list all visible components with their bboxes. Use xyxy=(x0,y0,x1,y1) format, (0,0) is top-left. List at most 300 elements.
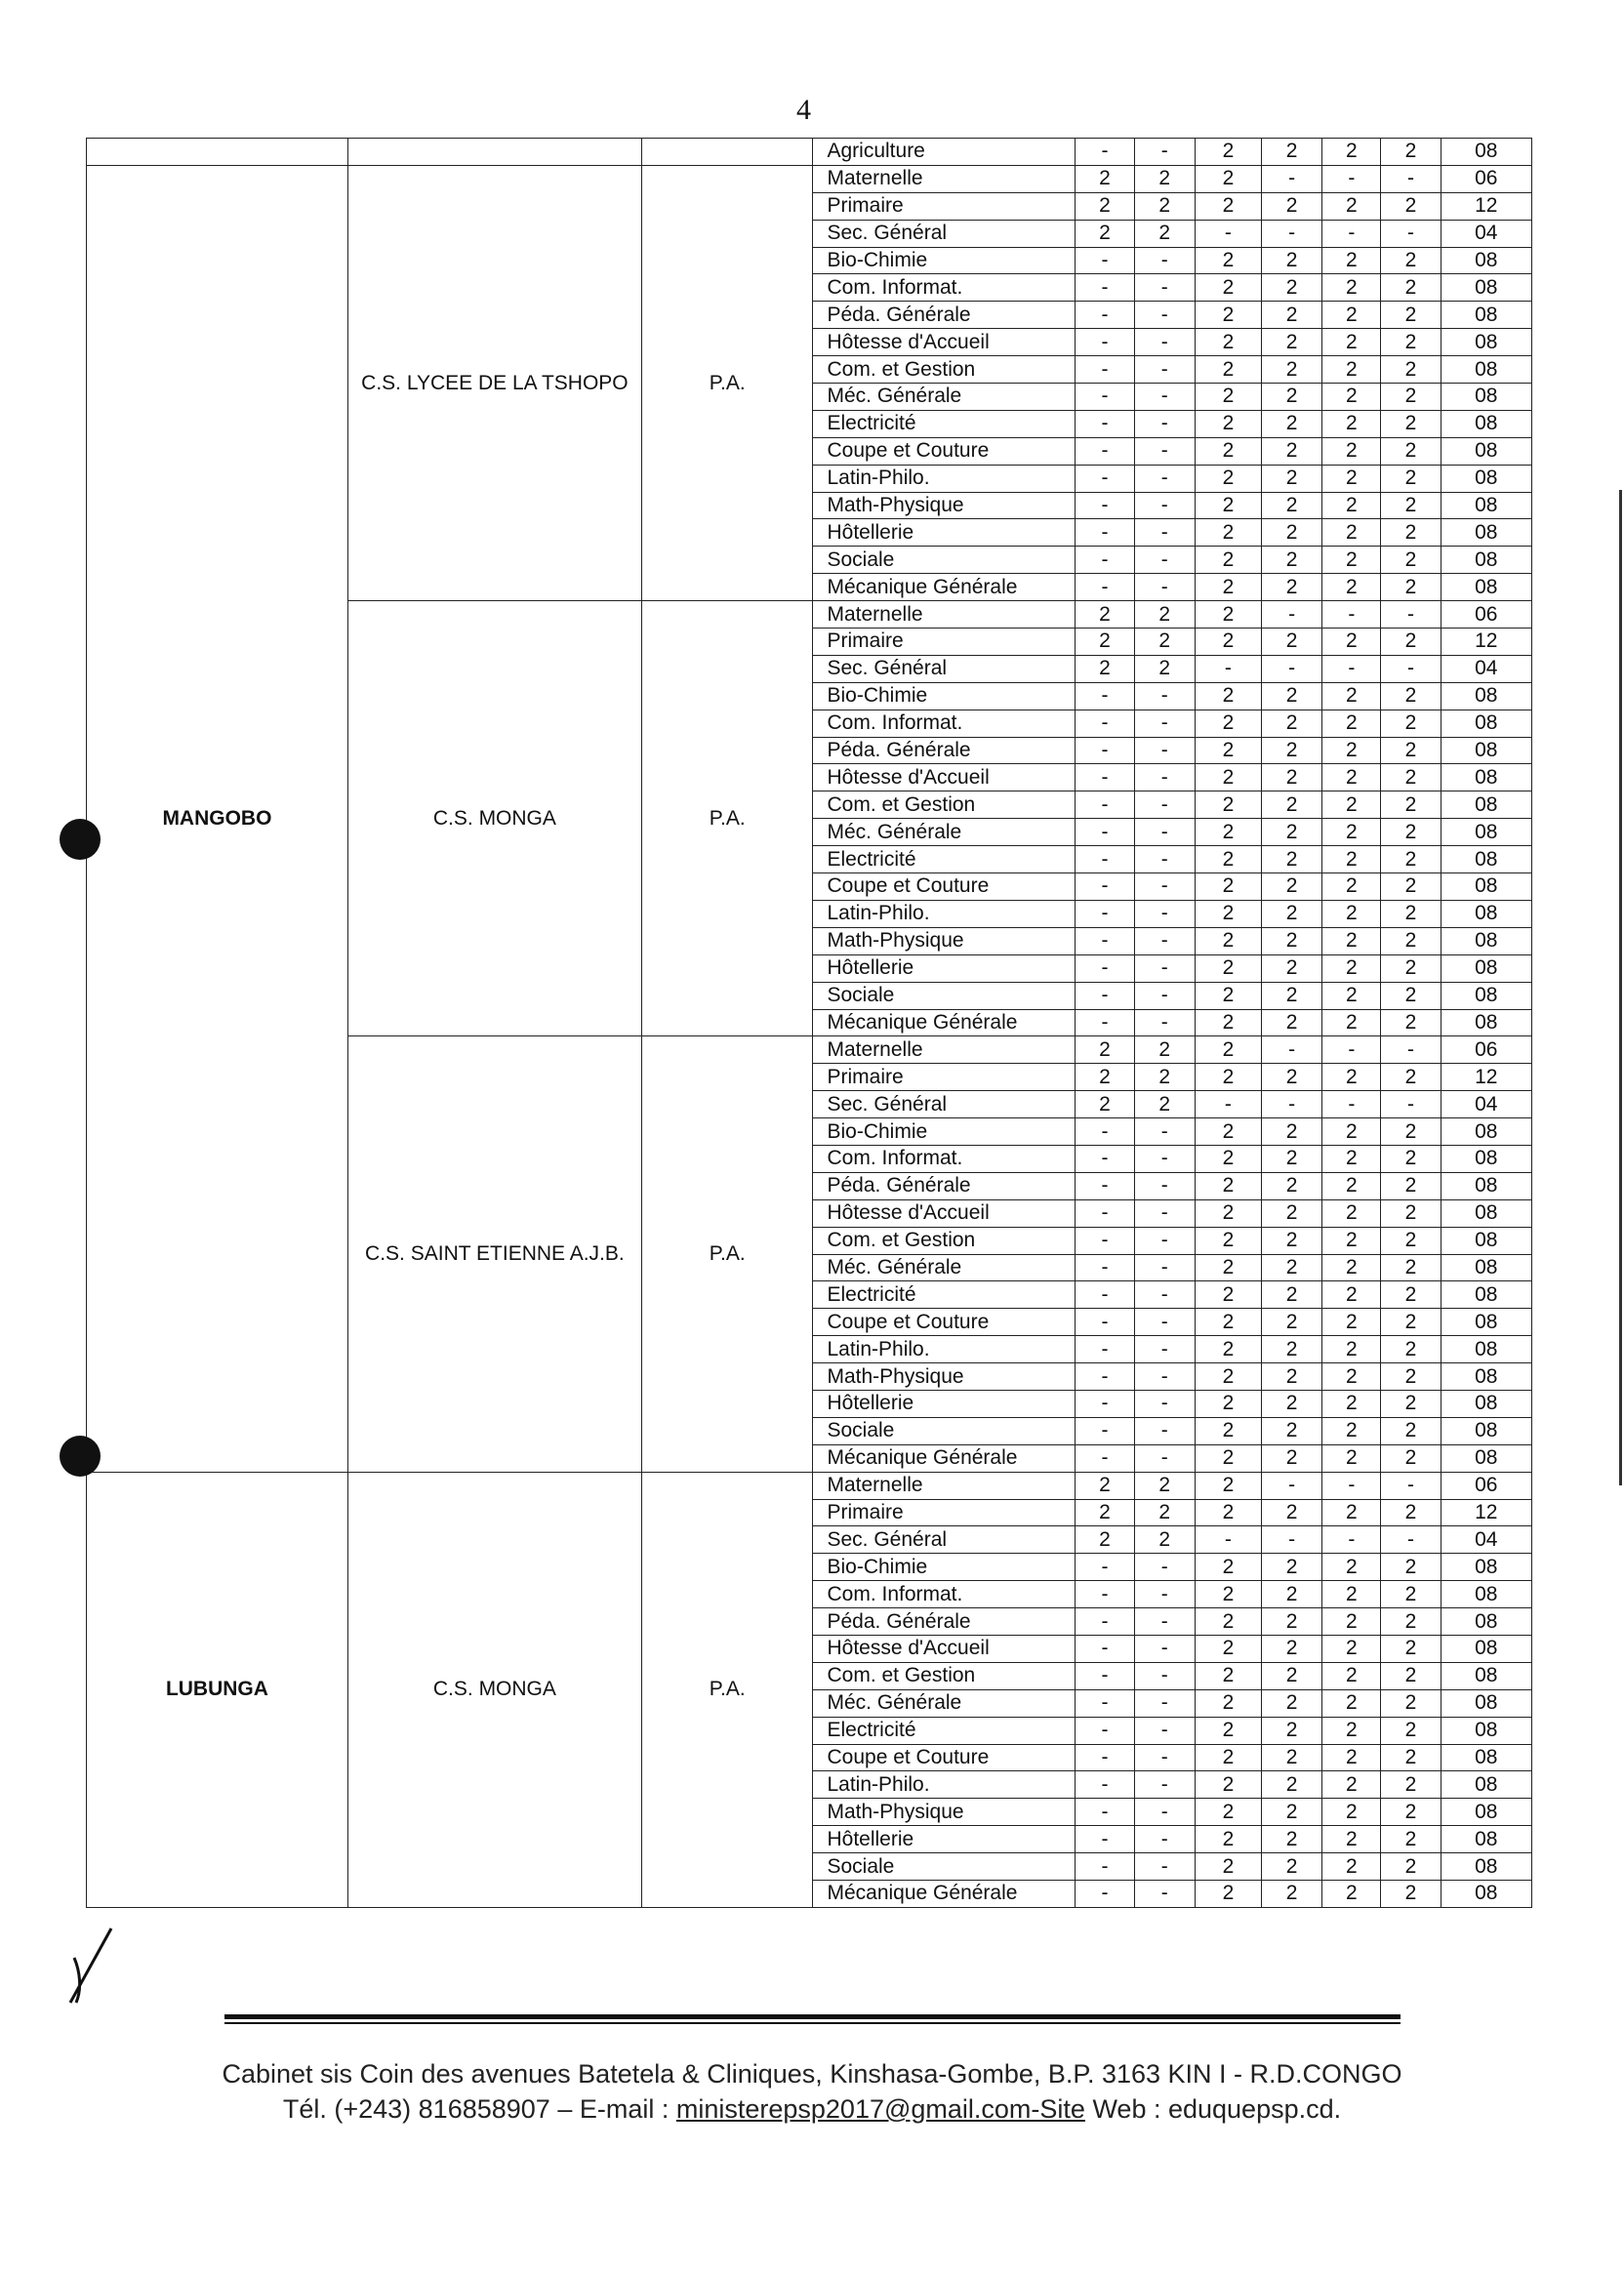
value-cell: - xyxy=(1381,601,1441,629)
value-cell: 2 xyxy=(1322,1635,1381,1662)
table-row xyxy=(87,165,1532,192)
value-cell: - xyxy=(1076,1444,1134,1472)
value-cell: 2 xyxy=(1322,1444,1381,1472)
section-cell: Sec. Général xyxy=(813,1526,1076,1554)
section-cell: Hôtesse d'Accueil xyxy=(813,1635,1076,1662)
value-cell: - xyxy=(1076,764,1134,791)
value-cell: 04 xyxy=(1441,1091,1531,1118)
value-cell: - xyxy=(1322,1036,1381,1064)
value-cell: - xyxy=(1262,165,1322,192)
value-cell: - xyxy=(1134,791,1195,819)
value-cell: 2 xyxy=(1195,629,1261,656)
section-cell: Electricité xyxy=(813,1281,1076,1309)
value-cell: 2 xyxy=(1381,927,1441,954)
value-cell: 2 xyxy=(1381,954,1441,982)
value-cell: 08 xyxy=(1441,356,1531,384)
section-cell: Mécanique Générale xyxy=(813,574,1076,601)
value-cell: - xyxy=(1262,1091,1322,1118)
value-cell: - xyxy=(1381,1091,1441,1118)
value-cell: 2 xyxy=(1262,410,1322,437)
value-cell: - xyxy=(1134,519,1195,547)
value-cell: 2 xyxy=(1381,982,1441,1009)
value-cell: - xyxy=(1134,1417,1195,1444)
footer-address: Cabinet sis Coin des avenues Batetela & Cliniques, Kinshasa-Gombe, B.P. 3163 KIN I - R.D.CONGO xyxy=(222,2059,1402,2089)
value-cell: 2 xyxy=(1195,1799,1261,1826)
value-cell: 2 xyxy=(1381,873,1441,901)
value-cell: 2 xyxy=(1076,1064,1134,1091)
value-cell: 2 xyxy=(1322,1744,1381,1771)
value-cell: 08 xyxy=(1441,873,1531,901)
value-cell: 2 xyxy=(1195,1199,1261,1227)
value-cell: 08 xyxy=(1441,791,1531,819)
value-cell: - xyxy=(1262,601,1322,629)
school-cell: C.S. LYCEE DE LA TSHOPO xyxy=(347,165,641,600)
school-cell: C.S. MONGA xyxy=(347,1472,641,1907)
section-cell: Electricité xyxy=(813,1717,1076,1744)
value-cell: - xyxy=(1195,1526,1261,1554)
value-cell: - xyxy=(1134,1281,1195,1309)
value-cell: 2 xyxy=(1322,410,1381,437)
value-cell: 06 xyxy=(1441,165,1531,192)
value-cell: 2 xyxy=(1195,192,1261,220)
value-cell: 08 xyxy=(1441,1281,1531,1309)
value-cell: 2 xyxy=(1262,465,1322,492)
value-cell: 2 xyxy=(1134,1036,1195,1064)
value-cell: 2 xyxy=(1322,247,1381,274)
value-cell: 2 xyxy=(1262,492,1322,519)
value-cell: 08 xyxy=(1441,302,1531,329)
value-cell: - xyxy=(1076,900,1134,927)
value-cell: 2 xyxy=(1322,846,1381,873)
value-cell: - xyxy=(1076,410,1134,437)
value-cell: 2 xyxy=(1322,1199,1381,1227)
section-cell: Bio-Chimie xyxy=(813,1118,1076,1146)
value-cell: 2 xyxy=(1262,1744,1322,1771)
section-cell: Electricité xyxy=(813,846,1076,873)
value-cell: 2 xyxy=(1381,1635,1441,1662)
section-cell: Mécanique Générale xyxy=(813,1881,1076,1908)
section-cell: Bio-Chimie xyxy=(813,1554,1076,1581)
value-cell: 2 xyxy=(1195,139,1261,166)
value-cell: 2 xyxy=(1322,274,1381,302)
value-cell: - xyxy=(1134,302,1195,329)
value-cell: 2 xyxy=(1262,791,1322,819)
value-cell: - xyxy=(1262,1036,1322,1064)
value-cell: - xyxy=(1076,1309,1134,1336)
footer-phone: Tél. (+243) 816858907 – E-mail : xyxy=(282,2094,676,2124)
section-cell: Primaire xyxy=(813,1064,1076,1091)
section-cell: Math-Physique xyxy=(813,927,1076,954)
value-cell: 08 xyxy=(1441,437,1531,465)
value-cell: 2 xyxy=(1322,1336,1381,1363)
value-cell: 08 xyxy=(1441,1309,1531,1336)
value-cell: 2 xyxy=(1134,601,1195,629)
value-cell: 2 xyxy=(1262,1281,1322,1309)
regime-cell: P.A. xyxy=(641,1472,813,1907)
value-cell: 2 xyxy=(1322,1309,1381,1336)
value-cell: - xyxy=(1134,737,1195,764)
value-cell: - xyxy=(1076,1853,1134,1881)
value-cell: 2 xyxy=(1381,492,1441,519)
value-cell: 2 xyxy=(1262,1363,1322,1391)
value-cell: 2 xyxy=(1195,165,1261,192)
value-cell: - xyxy=(1076,384,1134,411)
value-cell: 2 xyxy=(1076,1499,1134,1526)
value-cell: 2 xyxy=(1195,274,1261,302)
value-cell: 08 xyxy=(1441,247,1531,274)
section-cell: Com. Informat. xyxy=(813,710,1076,737)
value-cell: 2 xyxy=(1195,1581,1261,1608)
value-cell: 2 xyxy=(1195,764,1261,791)
section-cell: Maternelle xyxy=(813,1036,1076,1064)
value-cell: 2 xyxy=(1322,356,1381,384)
section-cell: Hôtellerie xyxy=(813,519,1076,547)
value-cell: 04 xyxy=(1441,1526,1531,1554)
value-cell: 08 xyxy=(1441,1881,1531,1908)
value-cell: - xyxy=(1195,1091,1261,1118)
value-cell: - xyxy=(1076,846,1134,873)
value-cell: 2 xyxy=(1322,139,1381,166)
value-cell: 2 xyxy=(1262,1881,1322,1908)
value-cell: 2 xyxy=(1322,1227,1381,1254)
value-cell: 2 xyxy=(1262,1254,1322,1281)
section-cell: Agriculture xyxy=(813,139,1076,166)
value-cell: - xyxy=(1134,846,1195,873)
value-cell: 2 xyxy=(1262,519,1322,547)
value-cell: - xyxy=(1322,1472,1381,1499)
value-cell: - xyxy=(1076,1227,1134,1254)
value-cell: - xyxy=(1076,1118,1134,1146)
footer-rule-thin xyxy=(224,2022,1401,2024)
section-cell: Latin-Philo. xyxy=(813,465,1076,492)
value-cell: - xyxy=(1076,1662,1134,1689)
value-cell: - xyxy=(1195,220,1261,247)
value-cell: 2 xyxy=(1195,1826,1261,1853)
value-cell: - xyxy=(1134,1009,1195,1036)
value-cell: - xyxy=(1134,1581,1195,1608)
value-cell: 2 xyxy=(1262,139,1322,166)
value-cell: 2 xyxy=(1195,1309,1261,1336)
value-cell: 2 xyxy=(1322,437,1381,465)
value-cell: 2 xyxy=(1322,900,1381,927)
punch-hole-top xyxy=(60,819,101,860)
section-cell: Com. Informat. xyxy=(813,1145,1076,1172)
value-cell: 2 xyxy=(1322,1363,1381,1391)
value-cell: 2 xyxy=(1262,1444,1322,1472)
value-cell: 08 xyxy=(1441,1336,1531,1363)
value-cell: 08 xyxy=(1441,1009,1531,1036)
value-cell: - xyxy=(1381,220,1441,247)
value-cell: 2 xyxy=(1381,329,1441,356)
value-cell: - xyxy=(1076,1281,1134,1309)
section-cell: Com. et Gestion xyxy=(813,791,1076,819)
value-cell: 2 xyxy=(1322,465,1381,492)
value-cell: 2 xyxy=(1262,900,1322,927)
value-cell: 2 xyxy=(1262,710,1322,737)
value-cell: 2 xyxy=(1381,1444,1441,1472)
value-cell: 08 xyxy=(1441,1199,1531,1227)
value-cell: 2 xyxy=(1322,1853,1381,1881)
value-cell: 2 xyxy=(1381,1199,1441,1227)
value-cell: 2 xyxy=(1322,574,1381,601)
value-cell: - xyxy=(1076,437,1134,465)
value-cell: 2 xyxy=(1322,1499,1381,1526)
value-cell: 2 xyxy=(1322,1689,1381,1717)
value-cell: 08 xyxy=(1441,1826,1531,1853)
value-cell: 08 xyxy=(1441,1172,1531,1199)
section-cell: Sociale xyxy=(813,1853,1076,1881)
value-cell: - xyxy=(1134,1336,1195,1363)
value-cell: 2 xyxy=(1322,1799,1381,1826)
value-cell: 2 xyxy=(1262,1853,1322,1881)
value-cell: - xyxy=(1134,900,1195,927)
value-cell: 2 xyxy=(1381,682,1441,710)
value-cell: 2 xyxy=(1381,1118,1441,1146)
value-cell: - xyxy=(1134,954,1195,982)
value-cell: 2 xyxy=(1322,927,1381,954)
value-cell: 2 xyxy=(1322,519,1381,547)
value-cell: 2 xyxy=(1381,356,1441,384)
value-cell: - xyxy=(1076,465,1134,492)
value-cell: 2 xyxy=(1262,1227,1322,1254)
value-cell: - xyxy=(1134,1853,1195,1881)
value-cell: - xyxy=(1076,547,1134,574)
value-cell: 12 xyxy=(1441,192,1531,220)
value-cell: 08 xyxy=(1441,574,1531,601)
value-cell: 2 xyxy=(1195,1881,1261,1908)
value-cell: 2 xyxy=(1195,356,1261,384)
value-cell: 08 xyxy=(1441,274,1531,302)
value-cell: - xyxy=(1134,139,1195,166)
value-cell: - xyxy=(1134,819,1195,846)
value-cell: 08 xyxy=(1441,139,1531,166)
value-cell: - xyxy=(1134,329,1195,356)
section-cell: Sociale xyxy=(813,547,1076,574)
value-cell: - xyxy=(1076,927,1134,954)
value-cell: - xyxy=(1134,764,1195,791)
section-cell: Coupe et Couture xyxy=(813,873,1076,901)
margin-line xyxy=(1619,490,1622,1485)
value-cell: 2 xyxy=(1195,1744,1261,1771)
value-cell: 2 xyxy=(1381,791,1441,819)
section-cell: Com. Informat. xyxy=(813,1581,1076,1608)
value-cell: 2 xyxy=(1134,1091,1195,1118)
value-cell: 2 xyxy=(1262,682,1322,710)
section-cell: Maternelle xyxy=(813,165,1076,192)
value-cell: 2 xyxy=(1262,274,1322,302)
value-cell: 2 xyxy=(1195,1145,1261,1172)
value-cell: 2 xyxy=(1262,1199,1322,1227)
value-cell: 2 xyxy=(1195,1363,1261,1391)
value-cell: 2 xyxy=(1262,1172,1322,1199)
value-cell: - xyxy=(1134,1717,1195,1744)
zone-cell: LUBUNGA xyxy=(87,1472,348,1907)
value-cell: 2 xyxy=(1195,410,1261,437)
value-cell: 2 xyxy=(1322,1662,1381,1689)
value-cell: 2 xyxy=(1262,574,1322,601)
section-cell: Méc. Générale xyxy=(813,819,1076,846)
value-cell: 2 xyxy=(1381,1254,1441,1281)
value-cell: - xyxy=(1322,1526,1381,1554)
value-cell: 2 xyxy=(1195,1417,1261,1444)
page-number: 4 xyxy=(796,94,811,126)
value-cell: - xyxy=(1134,1145,1195,1172)
value-cell: - xyxy=(1076,1554,1134,1581)
value-cell: 2 xyxy=(1195,519,1261,547)
value-cell: 2 xyxy=(1381,1309,1441,1336)
school-cell: C.S. SAINT ETIENNE A.J.B. xyxy=(347,1036,641,1472)
value-cell: 2 xyxy=(1134,220,1195,247)
value-cell: 2 xyxy=(1381,1390,1441,1417)
value-cell: 2 xyxy=(1195,737,1261,764)
section-cell: Bio-Chimie xyxy=(813,247,1076,274)
value-cell: 2 xyxy=(1381,1009,1441,1036)
value-cell: 2 xyxy=(1381,519,1441,547)
value-cell: - xyxy=(1076,954,1134,982)
value-cell: 08 xyxy=(1441,982,1531,1009)
value-cell: 06 xyxy=(1441,1472,1531,1499)
value-cell: 08 xyxy=(1441,710,1531,737)
value-cell: 2 xyxy=(1076,1036,1134,1064)
section-cell: Primaire xyxy=(813,629,1076,656)
section-cell: Math-Physique xyxy=(813,1799,1076,1826)
section-cell: Coupe et Couture xyxy=(813,1744,1076,1771)
value-cell: 2 xyxy=(1134,1499,1195,1526)
value-cell: 2 xyxy=(1195,1635,1261,1662)
section-cell: Sociale xyxy=(813,982,1076,1009)
value-cell: 2 xyxy=(1195,465,1261,492)
section-cell: Primaire xyxy=(813,1499,1076,1526)
value-cell: 2 xyxy=(1381,574,1441,601)
value-cell: 2 xyxy=(1195,1336,1261,1363)
value-cell: 04 xyxy=(1441,220,1531,247)
value-cell: - xyxy=(1322,220,1381,247)
value-cell: 2 xyxy=(1322,710,1381,737)
value-cell: 2 xyxy=(1134,165,1195,192)
value-cell: 2 xyxy=(1195,873,1261,901)
value-cell: - xyxy=(1134,1444,1195,1472)
value-cell: 2 xyxy=(1076,192,1134,220)
section-cell: Primaire xyxy=(813,192,1076,220)
regime-cell: P.A. xyxy=(641,165,813,600)
value-cell: 08 xyxy=(1441,1363,1531,1391)
section-cell: Math-Physique xyxy=(813,492,1076,519)
section-cell: Com. et Gestion xyxy=(813,356,1076,384)
section-cell: Méc. Générale xyxy=(813,384,1076,411)
section-cell: Sec. Général xyxy=(813,220,1076,247)
value-cell: 2 xyxy=(1381,1853,1441,1881)
value-cell: 2 xyxy=(1381,1881,1441,1908)
value-cell: 2 xyxy=(1076,1526,1134,1554)
value-cell: 2 xyxy=(1262,1309,1322,1336)
section-cell: Electricité xyxy=(813,410,1076,437)
value-cell: 2 xyxy=(1381,384,1441,411)
value-cell: 2 xyxy=(1195,437,1261,465)
value-cell: 2 xyxy=(1195,1689,1261,1717)
value-cell: 2 xyxy=(1076,655,1134,682)
value-cell: 08 xyxy=(1441,1254,1531,1281)
zone-cell: MANGOBO xyxy=(87,165,348,1472)
value-cell: - xyxy=(1076,737,1134,764)
value-cell: - xyxy=(1076,1608,1134,1636)
value-cell: 2 xyxy=(1262,356,1322,384)
value-cell: 2 xyxy=(1381,819,1441,846)
value-cell: 2 xyxy=(1195,1771,1261,1799)
section-cell: Com. et Gestion xyxy=(813,1662,1076,1689)
value-cell: - xyxy=(1076,1581,1134,1608)
value-cell: - xyxy=(1381,1036,1441,1064)
value-cell: 2 xyxy=(1262,873,1322,901)
value-cell: 2 xyxy=(1195,1717,1261,1744)
section-cell: Maternelle xyxy=(813,601,1076,629)
value-cell: 2 xyxy=(1134,1064,1195,1091)
value-cell: 2 xyxy=(1195,329,1261,356)
regime-cell: P.A. xyxy=(641,601,813,1036)
value-cell: - xyxy=(1076,1826,1134,1853)
section-cell: Latin-Philo. xyxy=(813,1336,1076,1363)
value-cell: 2 xyxy=(1322,1064,1381,1091)
value-cell: 08 xyxy=(1441,1717,1531,1744)
value-cell: 2 xyxy=(1381,1689,1441,1717)
value-cell: 08 xyxy=(1441,737,1531,764)
value-cell: - xyxy=(1134,356,1195,384)
value-cell: - xyxy=(1322,601,1381,629)
value-cell: 2 xyxy=(1381,629,1441,656)
value-cell: - xyxy=(1262,1526,1322,1554)
value-cell: 04 xyxy=(1441,655,1531,682)
value-cell: - xyxy=(1134,1799,1195,1826)
section-cell: Com. Informat. xyxy=(813,274,1076,302)
signature-mark xyxy=(62,1921,131,2008)
value-cell: 08 xyxy=(1441,764,1531,791)
value-cell: 2 xyxy=(1195,302,1261,329)
footer-email-link[interactable]: ministerepsp2017@gmail.com-Site xyxy=(675,2094,1085,2124)
value-cell: - xyxy=(1262,220,1322,247)
value-cell: 2 xyxy=(1195,710,1261,737)
value-cell: 2 xyxy=(1322,682,1381,710)
value-cell: - xyxy=(1381,1526,1441,1554)
value-cell: - xyxy=(1134,437,1195,465)
value-cell: 2 xyxy=(1195,1064,1261,1091)
value-cell: 2 xyxy=(1381,139,1441,166)
value-cell: 2 xyxy=(1262,1009,1322,1036)
value-cell: 2 xyxy=(1195,1118,1261,1146)
value-cell: 2 xyxy=(1381,1826,1441,1853)
value-cell: - xyxy=(1076,574,1134,601)
value-cell: 2 xyxy=(1076,629,1134,656)
section-cell: Mécanique Générale xyxy=(813,1444,1076,1472)
value-cell: - xyxy=(1076,1417,1134,1444)
value-cell: 2 xyxy=(1262,1064,1322,1091)
value-cell: 2 xyxy=(1381,1717,1441,1744)
section-cell: Coupe et Couture xyxy=(813,1309,1076,1336)
value-cell: 2 xyxy=(1322,1717,1381,1744)
value-cell: 2 xyxy=(1322,1417,1381,1444)
value-cell: - xyxy=(1076,274,1134,302)
value-cell: - xyxy=(1076,1390,1134,1417)
value-cell: 08 xyxy=(1441,1390,1531,1417)
value-cell: - xyxy=(1322,1091,1381,1118)
value-cell: - xyxy=(1076,139,1134,166)
value-cell: 2 xyxy=(1381,1581,1441,1608)
value-cell: 08 xyxy=(1441,1689,1531,1717)
value-cell: - xyxy=(1076,1009,1134,1036)
value-cell: - xyxy=(1076,356,1134,384)
section-cell: Méc. Générale xyxy=(813,1689,1076,1717)
value-cell: - xyxy=(1134,1254,1195,1281)
value-cell: 2 xyxy=(1381,1417,1441,1444)
value-cell: - xyxy=(1076,710,1134,737)
